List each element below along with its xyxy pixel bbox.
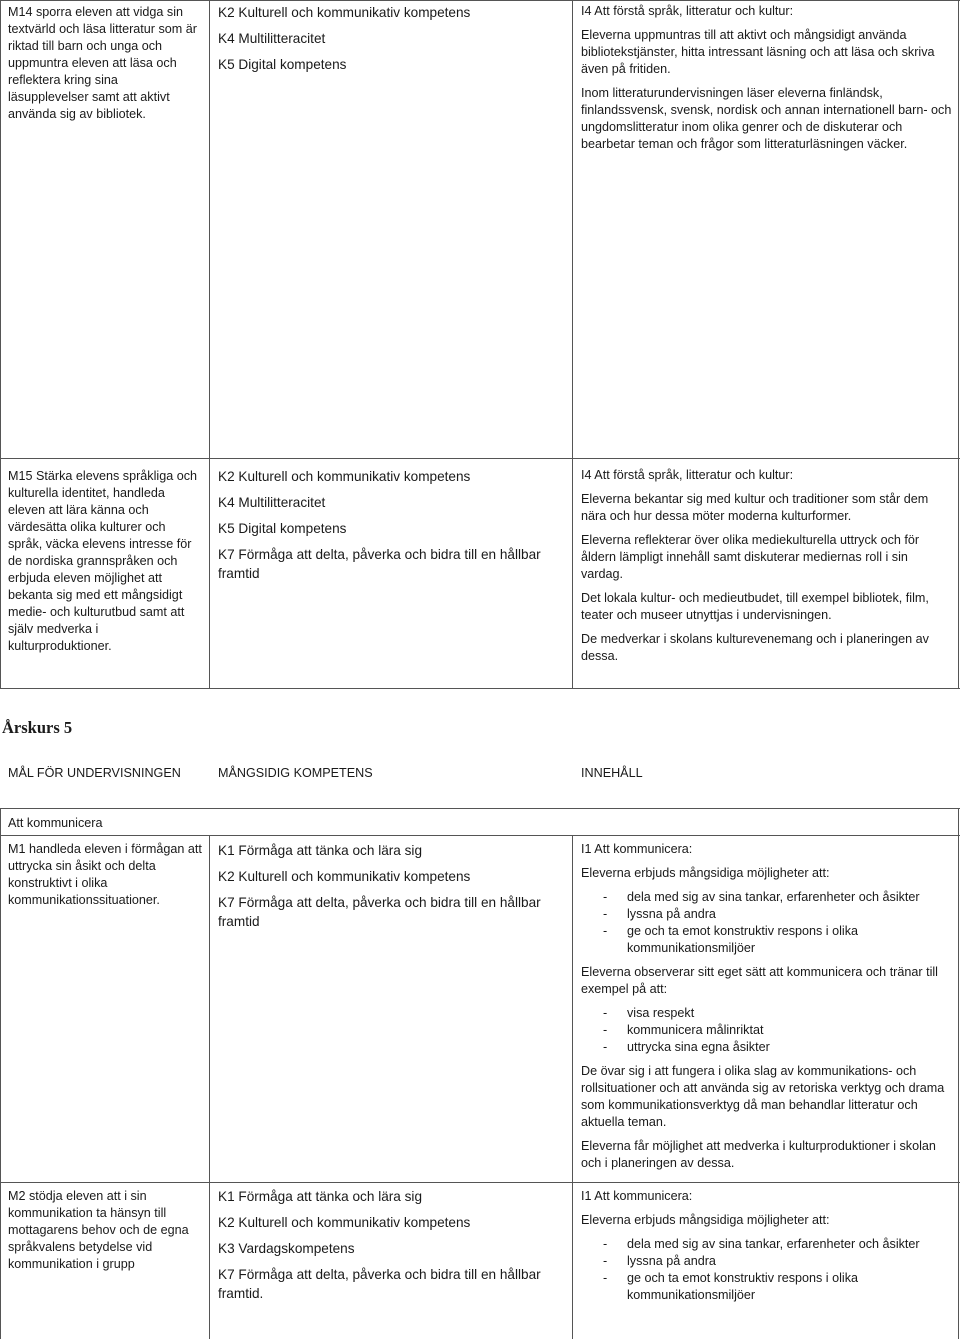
list-item: - ge och ta emot konstruktiv respons i olika kommunikationsmiljöer <box>581 1270 953 1304</box>
content-paragraph: Inom litteraturundervisningen läser eleverna finländsk, finlandssvensk, svensk, nordisk och annan internationell barn- och ungdomslitteratur inom olika genrer och de diskuterar och bearbetar teman och frågor som litteraturläsningen väcker. <box>581 86 952 151</box>
content-cell <box>581 467 953 672</box>
content-title: I1 Att kommunicera: <box>581 842 693 856</box>
content-paragraph: Det lokala kultur- och medieutbudet, till exempel bibliotek, film, teater och museer utnyttjas i undervisningen. <box>581 591 929 622</box>
content-paragraph: Eleverna får möjlighet att medverka i kulturproduktioner i skolan och i planeringen av dessa. <box>581 1139 936 1170</box>
competence-cell <box>218 1187 568 1310</box>
content-cell <box>581 841 953 1179</box>
table2-col-divider-2 <box>572 835 573 1339</box>
content-cell <box>581 3 953 160</box>
table1-col-divider-1 <box>209 0 210 689</box>
list-item: - dela med sig av sina tankar, erfarenheter och åsikter <box>581 889 953 906</box>
column-header-content: INNEHÅLL <box>581 766 643 780</box>
content-intro: Eleverna erbjuds mångsidiga möjligheter att: <box>581 1213 830 1227</box>
competence-k4: K4 Multilitteracitet <box>218 495 326 510</box>
content-intro: Eleverna erbjuds mångsidiga möjligheter att: <box>581 866 830 880</box>
competence-k1: K1 Förmåga att tänka och lära sig <box>218 1189 423 1204</box>
competence-cell <box>218 841 568 938</box>
content-list <box>581 889 953 957</box>
table1-top-border <box>0 0 960 1</box>
content-title: I1 Att kommunicera: <box>581 1189 693 1203</box>
competence-k2: K2 Kulturell och kommunikativ kompetens <box>218 869 471 884</box>
competence-k7: K7 Förmåga att delta, påverka och bidra till en hållbar framtid <box>218 895 541 929</box>
goal-text: M15 Stärka elevens språkliga och kulturella identitet, handleda eleven att lära känna och värdesätta olika kulturer och språk, väcka elevens intresse för de nordiska grannspråken och erbjuda eleven möjlighet att bekanta sig med ett mångsidigt medie- och kulturutbud samt att själv medverka i kulturproduktioner. <box>8 469 198 653</box>
content-paragraph: De övar sig i att fungera i olika slag av kommunikations- och rollsituationer och att använda sig av retoriska verktyg och drama som kommunikationsverktyg då man behandlar litteratur och aktuella teman. <box>581 1064 945 1129</box>
goal-text: M2 stödja eleven att i sin kommunikation ta hänsyn till mottagarens behov och de egna språkvalens betydelse vid kommunikation i grupp <box>8 1189 189 1271</box>
subheading-text: Att kommunicera <box>8 816 103 830</box>
content-title: I4 Att förstå språk, litteratur och kultur: <box>581 4 794 18</box>
content-intro: Eleverna observerar sitt eget sätt att kommunicera och tränar till exempel på att: <box>581 965 938 996</box>
content-list <box>581 1236 953 1304</box>
competence-k2: K2 Kulturell och kommunikativ kompetens <box>218 5 471 20</box>
goal-cell-m2 <box>8 1188 202 1280</box>
list-item: - ge och ta emot konstruktiv respons i olika kommunikationsmiljöer <box>581 923 953 957</box>
table2-col-divider-1 <box>209 835 210 1339</box>
competence-k4: K4 Multilitteracitet <box>218 31 326 46</box>
competence-k7: K7 Förmåga att delta, påverka och bidra till en hållbar framtid <box>218 547 541 581</box>
table1-right-border <box>958 0 959 689</box>
competence-cell <box>218 467 568 590</box>
list-item: - visa respekt <box>581 1005 953 1022</box>
table1-left-border <box>0 0 1 689</box>
content-paragraph: Eleverna bekantar sig med kultur och traditioner som står dem nära och hur dessa möter moderna kulturformer. <box>581 492 929 523</box>
list-item: - lyssna på andra <box>581 1253 953 1270</box>
content-paragraph: De medverkar i skolans kulturevenemang och i planeringen av dessa. <box>581 632 929 663</box>
list-item: - uttrycka sina egna åsikter <box>581 1039 953 1056</box>
competence-k3: K3 Vardagskompetens <box>218 1241 355 1256</box>
competence-k2: K2 Kulturell och kommunikativ kompetens <box>218 1215 471 1230</box>
column-header-competence: MÅNGSIDIG KOMPETENS <box>218 766 373 780</box>
table2-top-border <box>0 808 960 809</box>
goal-cell-m1 <box>8 841 202 916</box>
list-item: - dela med sig av sina tankar, erfarenheter och åsikter <box>581 1236 953 1253</box>
subheading <box>8 815 408 839</box>
goal-cell-m15 <box>8 468 202 662</box>
list-item: - lyssna på andra <box>581 906 953 923</box>
content-paragraph: Eleverna reflekterar över olika mediekulturella uttryck och för åldern lämpligt innehåll samt diskuterar mediernas roll i sin vardag. <box>581 533 920 581</box>
competence-k5: K5 Digital kompetens <box>218 521 347 536</box>
goal-text: M1 handleda eleven i förmågan att uttrycka sin åsikt och delta konstruktivt i olika kommunikationssituationer. <box>8 842 202 907</box>
competence-k1: K1 Förmåga att tänka och lära sig <box>218 843 423 858</box>
table2-row-divider <box>0 1182 960 1183</box>
competence-cell <box>218 3 568 81</box>
competence-k2: K2 Kulturell och kommunikativ kompetens <box>218 469 471 484</box>
table1-bottom-border <box>0 688 960 689</box>
table1-col-divider-2 <box>572 0 573 689</box>
table1-row-divider <box>0 458 960 459</box>
content-list <box>581 1005 953 1056</box>
table2-left-border <box>0 808 1 1339</box>
goal-cell-m14 <box>8 4 200 130</box>
content-title: I4 Att förstå språk, litteratur och kultur: <box>581 468 794 482</box>
column-header-goal: MÅL FÖR UNDERVISNINGEN <box>8 766 181 780</box>
content-paragraph: Eleverna uppmuntras till att aktivt och mångsidigt använda bibliotekstjänster, hitta intressant läsning och att läsa och skriva även på fritiden. <box>581 28 935 76</box>
section-heading: Årskurs 5 <box>2 718 73 737</box>
list-item: - kommunicera målinriktat <box>581 1022 953 1039</box>
competence-k7: K7 Förmåga att delta, påverka och bidra till en hållbar framtid. <box>218 1267 541 1301</box>
content-cell <box>581 1188 953 1311</box>
table2-right-border <box>958 808 959 1339</box>
goal-text: M14 sporra eleven att vidga sin textvärld och läsa litteratur som är riktad till barn och unga och uppmuntra eleven att läsa och reflektera kring sina läsupplevelser samt att aktivt använda sig av bibliotek. <box>8 5 197 121</box>
competence-k5: K5 Digital kompetens <box>218 57 347 72</box>
